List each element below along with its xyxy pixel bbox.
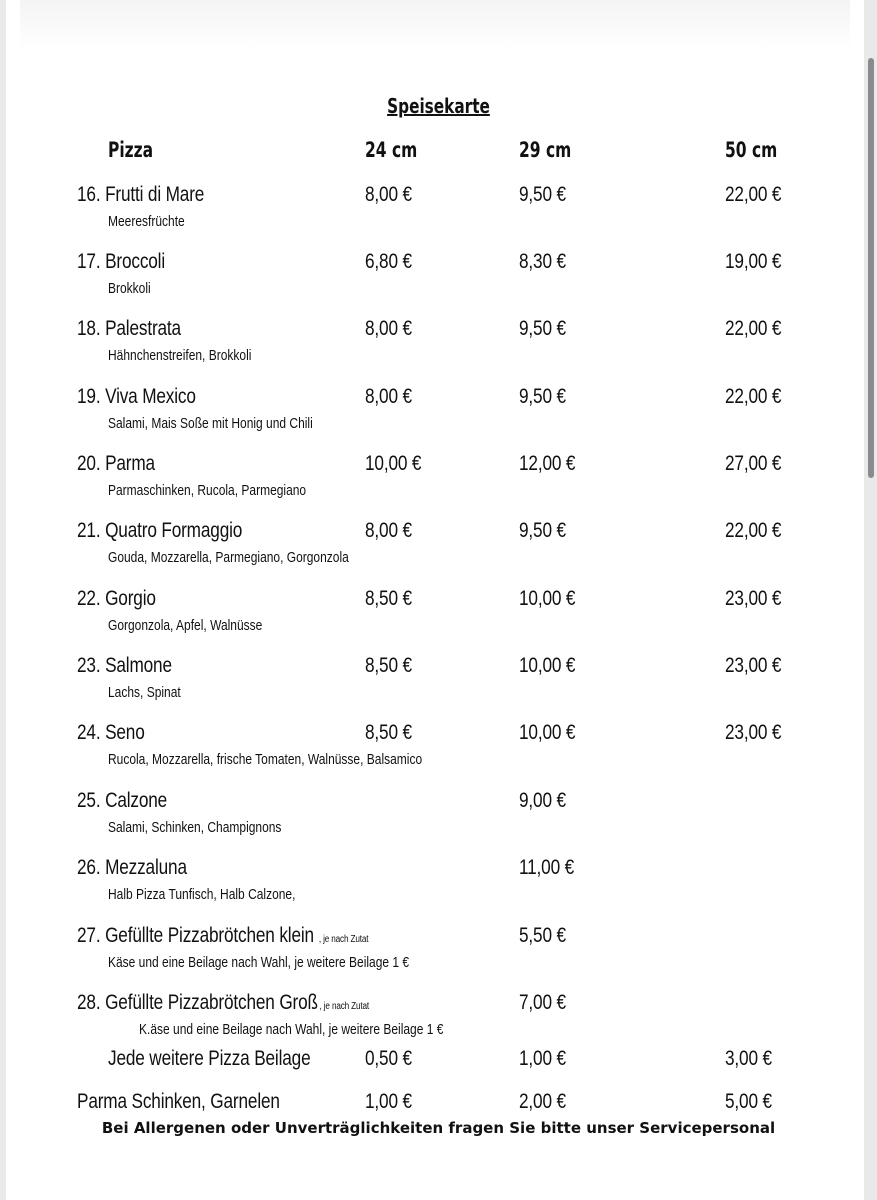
price-24: 8,00 € (365, 519, 412, 542)
item-description: Salami, Schinken, Champignons (108, 819, 282, 836)
page-title: Speisekarte (387, 94, 490, 118)
item-description: Gorgonzola, Apfel, Walnüsse (108, 617, 263, 634)
price-29: 9,50 € (519, 385, 566, 408)
price-50: 22,00 € (725, 519, 782, 542)
price-50: 23,00 € (725, 721, 782, 744)
item-name: 20. Parma (77, 452, 155, 475)
menu-item (0, 452, 877, 512)
price-29: 9,50 € (519, 317, 566, 340)
price-24: 10,00 € (365, 452, 422, 475)
price-29: 10,00 € (519, 721, 576, 744)
price-24: 6,80 € (365, 250, 412, 273)
extras-row (0, 1047, 877, 1077)
item-description: Halb Pizza Tunfisch, Halb Calzone, (108, 886, 296, 903)
item-name: 17. Broccoli (77, 250, 166, 273)
price-24: 0,50 € (365, 1047, 412, 1070)
price-29: 7,00 € (519, 991, 566, 1014)
item-description: Hähnchenstreifen, Brokkoli (108, 347, 252, 364)
header-29cm: 29 cm (519, 138, 572, 162)
price-24: 8,00 € (365, 317, 412, 340)
menu-item (0, 250, 877, 310)
item-description: Salami, Mais Soße mit Honig und Chili (108, 415, 313, 432)
price-50: 27,00 € (725, 452, 782, 475)
item-name (77, 924, 368, 948)
column-header-row (0, 138, 877, 164)
price-24: 8,00 € (365, 385, 412, 408)
price-24: 8,00 € (365, 183, 412, 206)
menu-item (0, 385, 877, 445)
price-24: 1,00 € (365, 1090, 412, 1113)
price-24: 8,50 € (365, 587, 412, 610)
extra-name: Jede weitere Pizza Beilage (108, 1047, 311, 1070)
item-description: Brokkoli (108, 280, 151, 297)
item-name (77, 991, 369, 1015)
header-50cm: 50 cm (725, 138, 778, 162)
price-29: 8,30 € (519, 250, 566, 273)
item-name-text: 27. Gefüllte Pizzabrötchen klein (77, 924, 314, 947)
item-description: Lachs, Spinat (108, 684, 181, 701)
price-50: 19,00 € (725, 250, 782, 273)
price-29: 1,00 € (519, 1047, 566, 1070)
item-name: 26. Mezzaluna (77, 856, 187, 879)
price-50: 23,00 € (725, 654, 782, 677)
item-note: , je nach Zutat (318, 934, 369, 945)
menu-item (0, 587, 877, 647)
item-name-text: 28. Gefüllte Pizzabrötchen Groß (77, 991, 318, 1014)
menu-item (0, 317, 877, 377)
item-note: , je nach Zutat (319, 1001, 370, 1012)
price-50: 3,00 € (725, 1047, 772, 1070)
price-29: 11,00 € (519, 856, 575, 879)
price-50: 22,00 € (725, 183, 782, 206)
item-description: K.äse und eine Beilage nach Wahl, je weitere Beilage 1 € (139, 1021, 444, 1038)
item-name: 18. Palestrata (77, 317, 181, 340)
item-description: Parmaschinken, Rucola, Parmegiano (108, 482, 307, 499)
price-24: 8,50 € (365, 654, 412, 677)
header-24cm: 24 cm (365, 138, 418, 162)
menu-item (0, 519, 877, 579)
price-50: 23,00 € (725, 587, 782, 610)
price-29: 5,50 € (519, 924, 566, 947)
header-pizza: Pizza (108, 138, 154, 162)
extra-name: Parma Schinken, Garnelen (77, 1090, 280, 1113)
item-description: Meeresfrüchte (108, 213, 185, 230)
menu-item (0, 721, 877, 781)
item-name: 19. Viva Mexico (77, 385, 196, 408)
price-50: 22,00 € (725, 385, 782, 408)
menu-item (0, 183, 877, 243)
item-description: Rucola, Mozzarella, frische Tomaten, Walnüsse, Balsamico (108, 751, 423, 768)
menu-item (0, 856, 877, 916)
price-29: 9,50 € (519, 183, 566, 206)
menu-item (0, 654, 877, 714)
item-description: Käse und eine Beilage nach Wahl, je weitere Beilage 1 € (108, 954, 410, 971)
price-50: 22,00 € (725, 317, 782, 340)
price-29: 10,00 € (519, 654, 576, 677)
item-name: 25. Calzone (77, 789, 168, 812)
menu-item (0, 789, 877, 849)
allergen-notice: Bei Allergenen oder Unverträglichkeiten fragen Sie bitte unser Servicepersonal (101, 1119, 776, 1137)
menu-item (0, 924, 877, 984)
menu-item (0, 991, 877, 1051)
item-description: Gouda, Mozzarella, Parmegiano, Gorgonzola (108, 549, 349, 566)
price-29: 9,00 € (519, 789, 566, 812)
top-fade (20, 0, 850, 50)
extras-row (0, 1090, 877, 1120)
price-29: 9,50 € (519, 519, 566, 542)
item-name: 21. Quatro Formaggio (77, 519, 243, 542)
item-name: 24. Seno (77, 721, 145, 744)
price-29: 10,00 € (519, 587, 576, 610)
item-name: 23. Salmone (77, 654, 172, 677)
price-24: 8,50 € (365, 721, 412, 744)
price-29: 12,00 € (519, 452, 576, 475)
item-name: 16. Frutti di Mare (77, 183, 205, 206)
price-29: 2,00 € (519, 1090, 566, 1113)
price-50: 5,00 € (725, 1090, 772, 1113)
item-name: 22. Gorgio (77, 587, 156, 610)
